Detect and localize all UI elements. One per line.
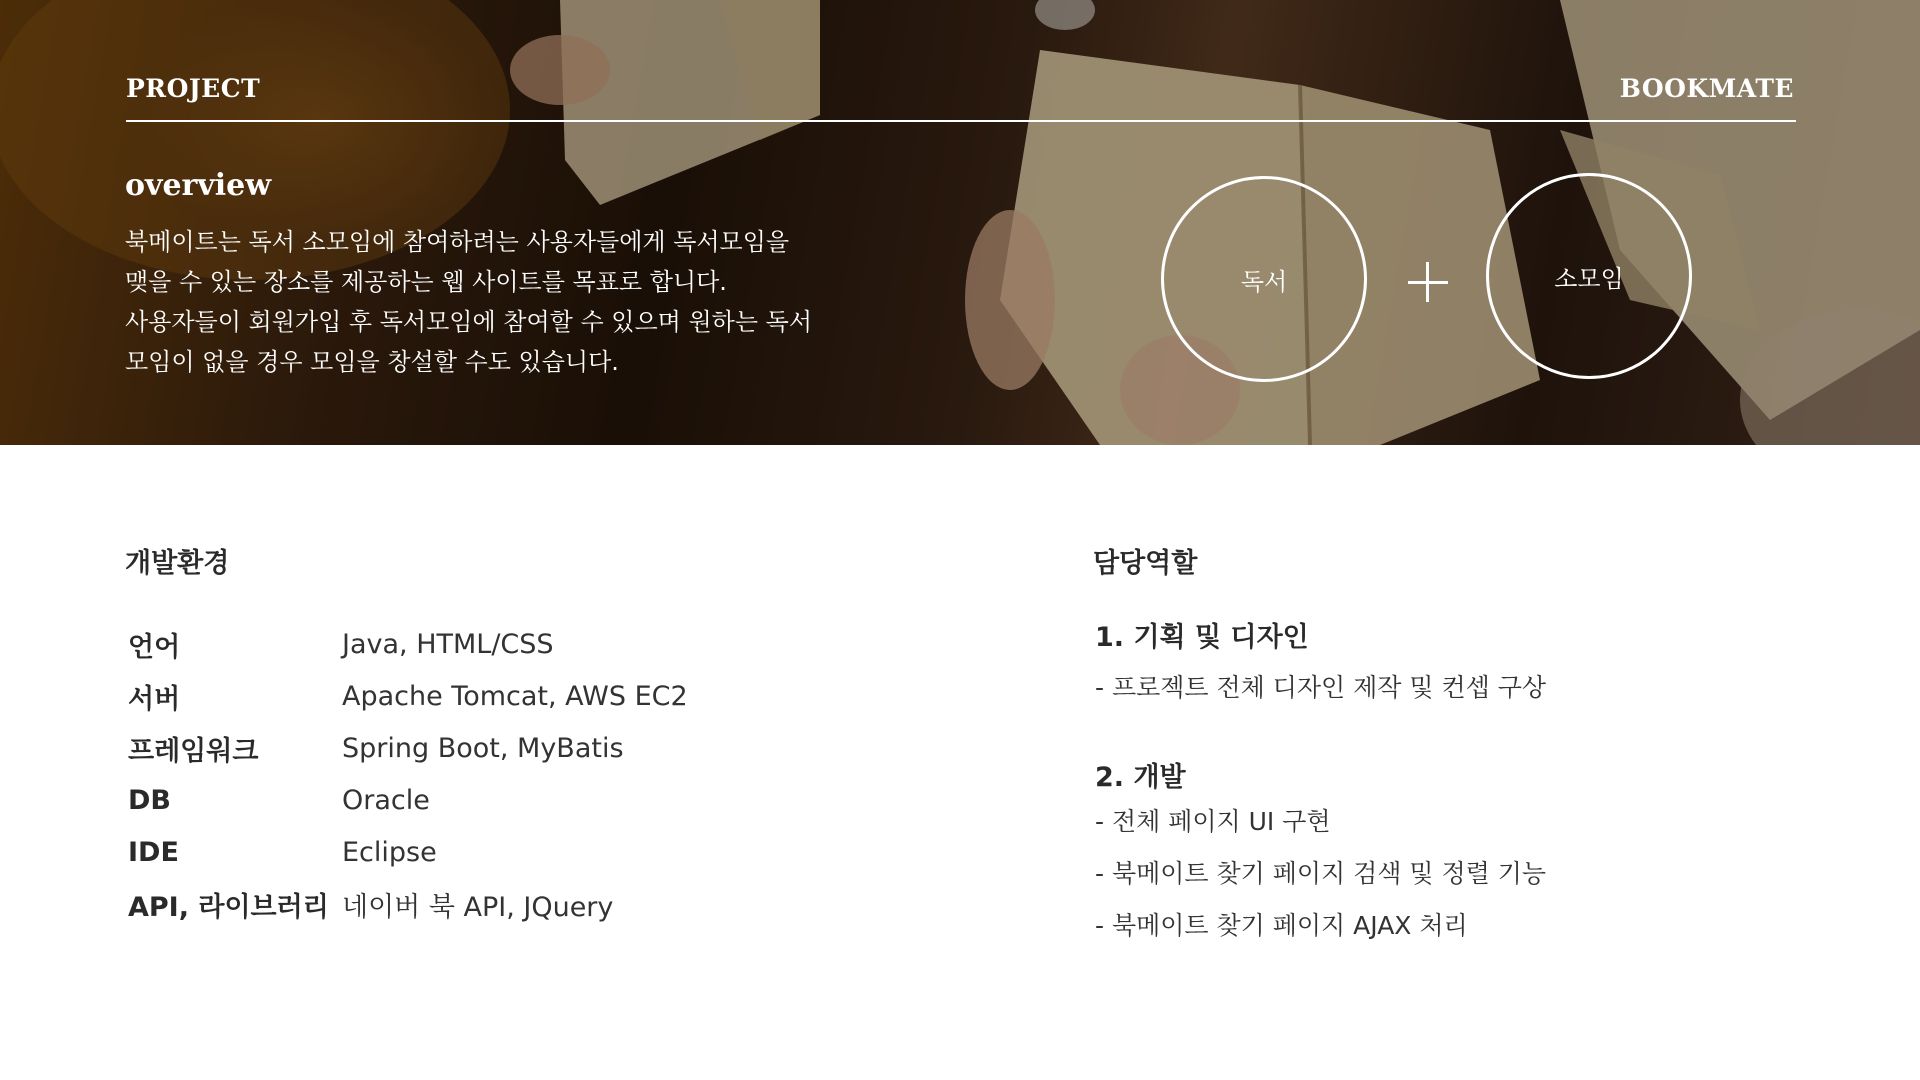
environment-value: Java, HTML/CSS [342, 628, 554, 660]
environment-key: API, 라이브러리 [128, 891, 329, 923]
concept-label: 소모임 [1554, 264, 1624, 293]
concept-circle-group [1486, 173, 1692, 379]
role-item: - 전체 페이지 UI 구현 [1095, 807, 1331, 836]
role-heading: 1. 기획 및 디자인 [1095, 622, 1309, 653]
overview-description [125, 222, 845, 382]
overview-line: 모임이 없을 경우 모임을 창설할 수도 있습니다. [125, 348, 619, 376]
project-label: PROJECT [126, 74, 261, 103]
overview-line: 북메이트는 독서 소모임에 참여하려는 사용자들에게 독서모임을 [125, 228, 790, 256]
hero-banner [0, 0, 1920, 445]
plus-icon [1408, 262, 1448, 302]
environment-value: 네이버 북 API, JQuery [342, 891, 614, 923]
environment-row [128, 670, 688, 722]
environment-row [128, 722, 688, 774]
concept-label: 독서 [1240, 267, 1288, 296]
overview-line: 맺을 수 있는 장소를 제공하는 웹 사이트를 목표로 합니다. [125, 268, 727, 296]
environment-row [128, 826, 688, 878]
role-heading: 2. 개발 [1095, 762, 1186, 793]
hero-content [0, 0, 1920, 445]
environment-value: Oracle [342, 784, 430, 816]
environment-table [128, 618, 688, 930]
overview-title: overview [125, 168, 272, 203]
overview-line: 사용자들이 회원가입 후 독서모임에 참여할 수 있으며 원하는 독서 [125, 308, 812, 336]
roles-title: 담당역할 [1093, 548, 1198, 579]
environment-key: 프레임워크 [128, 735, 259, 767]
role-item: - 북메이트 찾기 페이지 AJAX 처리 [1095, 911, 1468, 940]
environment-row [128, 878, 688, 930]
environment-row [128, 774, 688, 826]
role-item: - 북메이트 찾기 페이지 검색 및 정렬 기능 [1095, 859, 1547, 888]
header-divider [126, 120, 1796, 122]
project-name: BOOKMATE [1619, 74, 1794, 103]
environment-value: Apache Tomcat, AWS EC2 [342, 680, 688, 712]
environment-value: Eclipse [342, 836, 437, 868]
environment-title: 개발환경 [125, 548, 230, 579]
environment-key: 언어 [128, 631, 181, 663]
environment-key: IDE [128, 836, 179, 868]
concept-circle-reading [1161, 176, 1367, 382]
environment-row [128, 618, 688, 670]
environment-value: Spring Boot, MyBatis [342, 732, 624, 764]
role-item: - 프로젝트 전체 디자인 제작 및 컨셉 구상 [1095, 673, 1547, 702]
environment-key: 서버 [128, 683, 181, 715]
environment-key: DB [128, 784, 171, 816]
